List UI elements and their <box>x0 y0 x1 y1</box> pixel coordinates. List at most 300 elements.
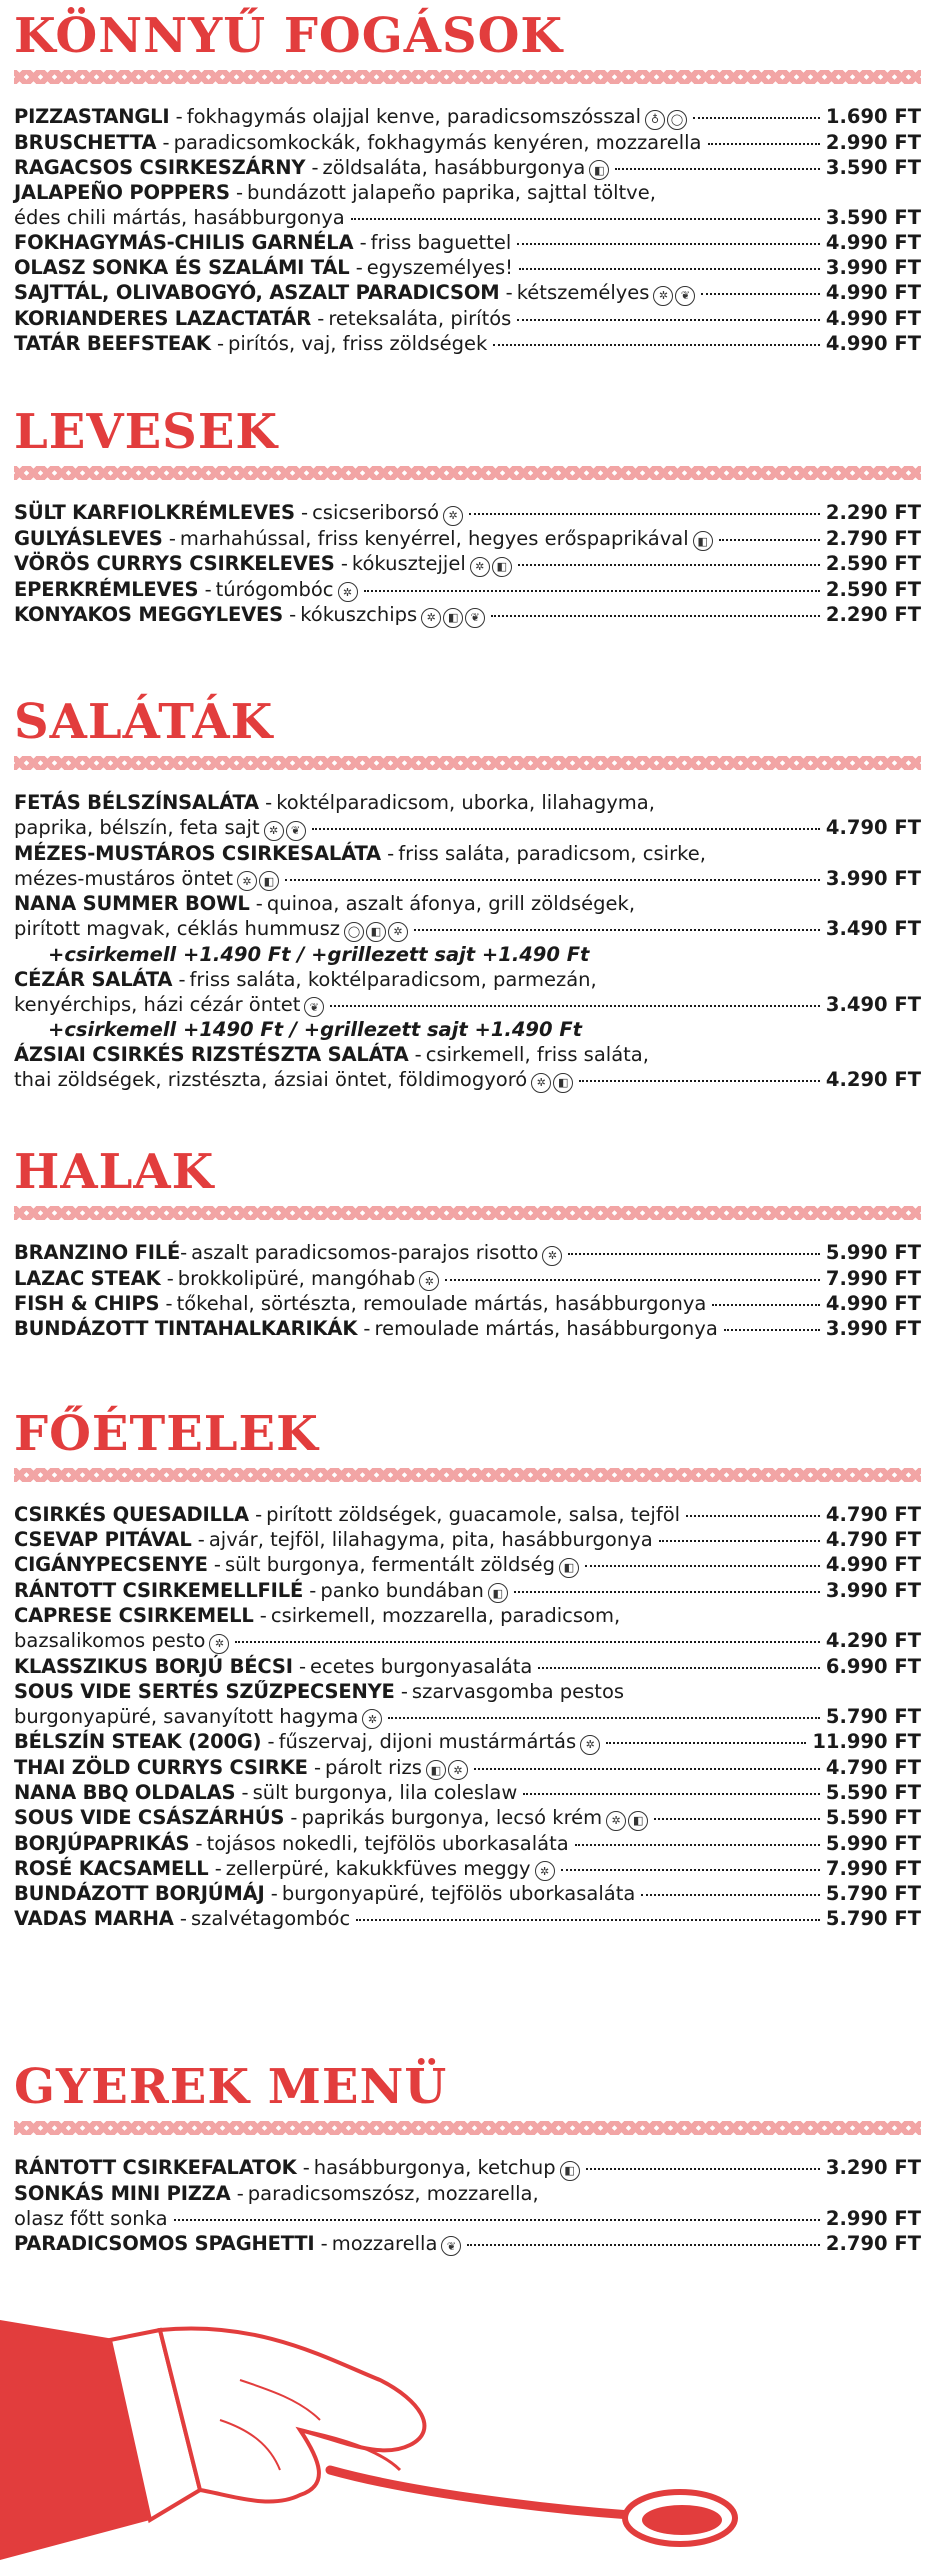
menu-item-price: 6.990 FT <box>825 1654 921 1678</box>
garlic-icon: ♁ <box>645 110 665 130</box>
dot-leader <box>330 1005 820 1007</box>
menu-item-list <box>14 500 921 628</box>
dot-leader <box>585 1565 820 1567</box>
menu-item-name: CÉZÁR SALÁTA <box>14 967 173 991</box>
dot-leader <box>388 1717 819 1719</box>
menu-item-line <box>14 1628 921 1654</box>
gluten-free-icon: ✲ <box>237 871 257 891</box>
menu-item-line <box>14 841 921 866</box>
allergen-icons <box>304 997 324 1017</box>
menu-item <box>14 1240 921 1266</box>
menu-item-price: 5.990 FT <box>825 1241 921 1264</box>
menu-item-price: 4.990 FT <box>825 1553 921 1576</box>
menu-item-description: quinoa, aszalt áfonya, grill zöldségek, <box>266 892 636 915</box>
name-separator: - <box>264 1882 278 1905</box>
menu-item-name: FISH & CHIPS <box>14 1292 160 1315</box>
dot-leader <box>654 1818 820 1820</box>
menu-item-description-cont: paprika, bélszín, feta sajt <box>14 816 260 839</box>
gluten-free-icon: ✲ <box>606 1811 626 1831</box>
milk-icon: ◧ <box>492 557 512 577</box>
dot-leader <box>518 564 820 566</box>
menu-item-line <box>14 1240 921 1266</box>
name-separator: - <box>292 1654 307 1678</box>
name-separator: - <box>305 155 319 179</box>
menu-item-description-cont: édes chili mártás, hasábburgonya <box>14 206 345 229</box>
name-separator: - <box>282 603 297 626</box>
allergen-icons <box>488 1583 508 1603</box>
menu-item <box>14 1881 921 1906</box>
menu-item-price: 3.990 FT <box>825 1317 921 1340</box>
menu-item-line <box>14 2181 921 2206</box>
name-separator: - <box>235 1781 249 1804</box>
menu-item-line <box>14 230 921 255</box>
dot-leader <box>491 615 820 617</box>
menu-item <box>14 1603 921 1654</box>
menu-item-name: SOUS VIDE SERTÉS SZŰZPECSENYE <box>14 1679 395 1703</box>
name-separator: - <box>159 1292 173 1315</box>
menu-item-price: 2.990 FT <box>825 2206 921 2230</box>
menu-item <box>14 1266 921 1292</box>
dot-leader <box>579 1080 820 1082</box>
menu-item-line <box>14 1502 921 1527</box>
menu-item-description-cont: pirított magvak, céklás hummusz <box>14 917 340 940</box>
menu-item-description: bundázott jalapeño paprika, sajttal töltve, <box>247 181 656 204</box>
menu-item-name: SÜLT KARFIOLKRÉMLEVES <box>14 501 295 524</box>
milk-icon: ◧ <box>559 1558 579 1578</box>
menu-item-price: 4.990 FT <box>825 1292 921 1315</box>
diamond-divider <box>14 2121 921 2135</box>
menu-item-line <box>14 155 921 181</box>
menu-item-list <box>14 790 921 1093</box>
menu-item-name: LAZAC STEAK <box>14 1266 161 1290</box>
menu-item-price: 2.590 FT <box>825 577 921 601</box>
dot-leader <box>641 1894 820 1896</box>
dot-leader <box>523 1793 820 1795</box>
menu-item-price: 5.790 FT <box>825 1882 921 1905</box>
menu-item-description: marhahússal, friss kenyérrel, hegyes erőspaprikával <box>179 526 689 550</box>
milk-icon: ◧ <box>259 871 279 891</box>
menu-item-price: 3.990 FT <box>825 256 921 279</box>
menu-item-name: PIZZASTANGLI <box>14 105 170 128</box>
allergen-icons <box>531 1073 573 1093</box>
menu-item-addons: +csirkemell +1.490 Ft / +grillezett sajt +1.490 Ft <box>48 942 590 966</box>
allergen-icons <box>560 2161 580 2181</box>
allergen-icons <box>426 1760 468 1780</box>
menu-item-line <box>14 1780 921 1805</box>
menu-item <box>14 1856 921 1882</box>
menu-item-description: csirkemell, friss saláta, <box>425 1043 649 1066</box>
allergen-icons <box>470 557 512 577</box>
menu-item-description: paradicsomszósz, mozzarella, <box>247 2181 539 2205</box>
milk-icon: ◧ <box>553 1073 573 1093</box>
menu-item-list <box>14 104 921 356</box>
menu-item-name: VÖRÖS CURRYS CSIRKELEVES <box>14 552 335 575</box>
section-title: HALAK <box>14 1144 215 1200</box>
egg-icon: ◯ <box>344 922 364 942</box>
menu-item-description: kókusztejjel <box>351 552 466 575</box>
menu-item-name: ROSÉ KACSAMELL <box>14 1856 209 1880</box>
allergen-icons <box>443 506 463 526</box>
menu-item-description: túrógombóc <box>215 577 334 601</box>
name-separator: - <box>180 1241 188 1264</box>
menu-item-description: friss saláta, paradicsom, csirke, <box>398 841 706 865</box>
menu-item-description: friss saláta, koktélparadicsom, parmezán, <box>189 967 597 991</box>
name-separator: - <box>208 1856 222 1880</box>
menu-item-price: 5.790 FT <box>825 1907 921 1930</box>
menu-item-name: KONYAKOS MEGGYLEVES <box>14 603 283 626</box>
menu-item-description: koktélparadicsom, uborka, lilahagyma, <box>276 791 655 814</box>
name-separator: - <box>408 1043 422 1066</box>
allergen-icons <box>535 1861 555 1881</box>
menu-item-description: szarvasgomba pestos <box>411 1679 625 1703</box>
name-separator: - <box>311 306 325 330</box>
menu-item <box>14 891 921 967</box>
allergen-icons <box>606 1811 648 1831</box>
name-separator: - <box>334 552 348 575</box>
menu-section <box>0 1406 935 1931</box>
dot-leader <box>356 1919 820 1921</box>
menu-item <box>14 1805 921 1831</box>
dot-leader <box>235 1641 819 1643</box>
gluten-free-icon: ✲ <box>470 557 490 577</box>
menu-item <box>14 2181 921 2231</box>
menu-item-price: 2.590 FT <box>825 552 921 575</box>
name-separator: - <box>499 281 513 304</box>
menu-item-line <box>14 577 921 603</box>
menu-item-description: zöldsaláta, hasábburgonya <box>322 155 586 179</box>
milk-icon: ◧ <box>589 160 609 180</box>
menu-item-description: aszalt paradicsomos-parajos risotto <box>191 1241 539 1264</box>
menu-item-name: OLASZ SONKA ÉS SZALÁMI TÁL <box>14 256 350 279</box>
menu-item-line <box>14 1067 921 1093</box>
menu-item-price: 5.590 FT <box>825 1781 921 1804</box>
menu-item-price: 4.290 FT <box>825 1068 921 1091</box>
menu-item-name: JALAPEÑO POPPERS <box>14 181 230 204</box>
menu-item-price: 4.790 FT <box>825 1503 921 1526</box>
allergen-icons <box>237 871 279 891</box>
menu-item-line <box>14 602 921 628</box>
dot-leader <box>514 1591 820 1593</box>
milk-icon: ◧ <box>366 922 386 942</box>
menu-item-line <box>14 992 921 1018</box>
menu-item-line <box>14 130 921 155</box>
menu-item-name: EPERKRÉMLEVES <box>14 577 199 601</box>
menu-item-description: fűszervaj, dijoni mustármártás <box>278 1730 577 1753</box>
menu-item <box>14 2231 921 2257</box>
allergen-icons <box>338 582 358 602</box>
dot-leader <box>606 1742 806 1744</box>
milk-icon: ◧ <box>693 531 713 551</box>
menu-item-description-cont: burgonyapüré, savanyított hagyma <box>14 1704 359 1728</box>
menu-item-list <box>14 1240 921 1341</box>
menu-item-line <box>14 205 921 230</box>
menu-item-price: 3.490 FT <box>825 992 921 1016</box>
menu-item-description: ecetes burgonyasaláta <box>310 1654 533 1678</box>
section-title: SALÁTÁK <box>14 694 274 750</box>
menu-item-price: 7.990 FT <box>825 1856 921 1880</box>
menu-item-line <box>14 1654 921 1679</box>
gluten-free-icon: ✲ <box>653 286 673 306</box>
menu-item-price: 3.590 FT <box>825 155 921 179</box>
menu-item-description: kétszemélyes <box>516 281 650 304</box>
name-separator: - <box>173 1907 187 1930</box>
menu-item-name: BRUSCHETTA <box>14 130 157 154</box>
allergen-icons <box>693 531 713 551</box>
name-separator: - <box>303 1578 317 1602</box>
section-title: KÖNNYŰ FOGÁSOK <box>14 8 564 64</box>
name-separator: - <box>294 501 309 524</box>
menu-item-description: pirított zöldségek, guacamole, salsa, tejföl <box>266 1503 681 1526</box>
menu-item <box>14 967 921 1043</box>
dot-leader <box>719 539 820 541</box>
menu-item-line <box>14 1906 921 1931</box>
dot-leader <box>615 168 820 170</box>
menu-item-line <box>14 1704 921 1730</box>
name-separator: - <box>198 577 212 601</box>
menu-item-line <box>14 1603 921 1628</box>
gluten-free-icon: ✲ <box>419 1271 439 1291</box>
name-separator: - <box>284 1806 298 1829</box>
section-title: FŐÉTELEK <box>14 1406 319 1462</box>
dot-leader <box>575 1844 820 1846</box>
name-separator: - <box>210 331 224 355</box>
menu-item-price: 2.790 FT <box>825 526 921 550</box>
name-separator: - <box>307 1755 322 1779</box>
menu-item-description: paradicsomkockák, fokhagymás kenyéren, mozzarella <box>173 130 702 154</box>
menu-item <box>14 130 921 155</box>
menu-item-line <box>14 526 921 552</box>
menu-item-line <box>14 551 921 577</box>
menu-item-line <box>14 1291 921 1316</box>
menu-item-name: SAJTTÁL, OLIVABOGYÓ, ASZALT PARADICSOM <box>14 281 500 304</box>
menu-item-addons: +csirkemell +1490 Ft / +grillezett sajt +1.490 Ft <box>48 1018 582 1041</box>
dot-leader <box>493 344 820 346</box>
menu-item-name: BORJÚPAPRIKÁS <box>14 1831 190 1855</box>
menu-item-name: NANA SUMMER BOWL <box>14 892 250 915</box>
diamond-divider <box>14 466 921 480</box>
allergen-icons <box>441 2236 461 2256</box>
leaf-icon: ❦ <box>441 2236 461 2256</box>
gluten-free-icon: ✲ <box>338 582 358 602</box>
menu-item-description: remoulade mártás, hasábburgonya <box>374 1317 718 1340</box>
name-separator: - <box>162 526 176 550</box>
name-separator: - <box>349 256 363 279</box>
dot-leader <box>708 143 820 145</box>
menu-item-price: 4.990 FT <box>825 231 921 254</box>
milk-icon: ◧ <box>426 1760 446 1780</box>
menu-item-line <box>14 1578 921 1604</box>
menu-item-name: RAGACSOS CSIRKESZÁRNY <box>14 155 306 179</box>
name-separator: - <box>249 892 263 915</box>
name-separator: - <box>191 1528 205 1551</box>
name-separator: - <box>314 2231 328 2255</box>
menu-item <box>14 602 921 628</box>
name-separator: - <box>296 2156 310 2179</box>
menu-item-description: zellerpüré, kakukkfüves meggy <box>225 1856 531 1880</box>
menu-item-line <box>14 1729 921 1755</box>
menu-item-price: 2.990 FT <box>825 130 921 154</box>
diamond-divider <box>14 1206 921 1220</box>
leaf-icon: ❦ <box>465 608 485 628</box>
dot-leader <box>724 1329 820 1331</box>
menu-item <box>14 155 921 181</box>
menu-item-line <box>14 1856 921 1882</box>
menu-item-name: NANA BBQ OLDALAS <box>14 1781 236 1804</box>
menu-item-price: 4.990 FT <box>825 306 921 330</box>
menu-item-description: fokhagymás olajjal kenve, paradicsomszósszal <box>186 105 642 128</box>
menu-item <box>14 255 921 280</box>
menu-item <box>14 526 921 552</box>
menu-section <box>0 8 935 356</box>
milk-icon: ◧ <box>488 1583 508 1603</box>
dot-leader <box>586 2168 820 2170</box>
menu-item-line <box>14 280 921 306</box>
menu-item-description-cont: mézes-mustáros öntet <box>14 866 233 890</box>
menu-item-name: CAPRESE CSIRKEMELL <box>14 1604 254 1627</box>
dot-leader <box>561 1869 820 1871</box>
dot-leader <box>517 243 820 245</box>
dot-leader <box>659 1540 820 1542</box>
allergen-icons <box>362 1709 382 1729</box>
menu-section <box>0 1144 935 1341</box>
menu-item-name: PARADICSOMOS SPAGHETTI <box>14 2231 315 2255</box>
name-separator: - <box>261 1730 275 1753</box>
milk-icon: ◧ <box>560 2161 580 2181</box>
menu-item-name: KORIANDERES LAZACTATÁR <box>14 306 312 330</box>
menu-item <box>14 180 921 230</box>
dot-leader <box>351 218 820 220</box>
menu-item-description: reteksaláta, pirítós <box>328 306 512 330</box>
dot-leader <box>701 293 819 295</box>
menu-item-name: GULYÁSLEVES <box>14 526 163 550</box>
dot-leader <box>517 319 820 321</box>
menu-item-name: FETÁS BÉLSZÍNSALÁTA <box>14 791 259 814</box>
menu-item-name: SONKÁS MINI PIZZA <box>14 2181 231 2205</box>
name-separator: - <box>160 1266 174 1290</box>
leaf-icon: ❦ <box>304 997 324 1017</box>
menu-item <box>14 1906 921 1931</box>
menu-item-name: FOKHAGYMÁS-CHILIS GARNÉLA <box>14 231 354 254</box>
menu-item-description: kókuszchips <box>300 603 418 626</box>
menu-section <box>0 404 935 628</box>
menu-item-line <box>14 306 921 331</box>
menu-item-line <box>14 2206 921 2231</box>
dot-leader <box>467 2244 819 2246</box>
menu-item <box>14 2155 921 2181</box>
allergen-icons <box>653 286 695 306</box>
menu-item <box>14 1679 921 1730</box>
section-title: GYEREK MENÜ <box>14 2059 448 2115</box>
diamond-divider <box>14 756 921 770</box>
menu-item-price: 11.990 FT <box>812 1730 921 1753</box>
allergen-icons <box>645 110 687 130</box>
menu-item <box>14 551 921 577</box>
egg-icon: ◯ <box>667 110 687 130</box>
menu-item-price: 3.990 FT <box>825 1578 921 1602</box>
menu-item-price: 4.790 FT <box>825 1755 921 1779</box>
gluten-free-icon: ✲ <box>362 1709 382 1729</box>
menu-item-price: 4.290 FT <box>825 1629 921 1652</box>
allergen-icons <box>559 1558 579 1578</box>
menu-item-name: RÁNTOTT CSIRKEFALATOK <box>14 2156 297 2179</box>
menu-item-name: BUNDÁZOTT TINTAHALKARIKÁK <box>14 1317 358 1340</box>
menu-item <box>14 1831 921 1856</box>
menu-item-description: tojásos nokedli, tejfölös uborkasaláta <box>206 1831 569 1855</box>
menu-item-name: THAI ZÖLD CURRYS CSIRKE <box>14 1755 308 1779</box>
gluten-free-icon: ✲ <box>448 1760 468 1780</box>
menu-item-price: 2.290 FT <box>825 501 921 524</box>
dot-leader <box>712 1304 820 1306</box>
menu-item-description: panko bundában <box>320 1578 484 1602</box>
gluten-free-icon: ✲ <box>209 1634 229 1654</box>
menu-item-description-cont: bazsalikomos pesto <box>14 1629 206 1652</box>
dot-leader <box>445 1279 820 1281</box>
menu-item-description-cont: olasz főtt sonka <box>14 2206 168 2230</box>
hand-holding-spoon-illustration <box>0 2320 935 2560</box>
allergen-icons <box>264 821 306 841</box>
name-separator: - <box>258 791 273 814</box>
leaf-icon: ❦ <box>286 821 306 841</box>
menu-item-price: 2.290 FT <box>825 603 921 626</box>
menu-item <box>14 500 921 526</box>
name-separator: - <box>229 181 244 204</box>
menu-item-description: sült burgonya, lila coleslaw <box>252 1781 518 1804</box>
menu-item-line <box>14 967 921 992</box>
menu-item-line <box>14 790 921 815</box>
gluten-free-icon: ✲ <box>542 1246 562 1266</box>
dot-leader <box>693 117 820 119</box>
menu-item <box>14 841 921 892</box>
menu-item <box>14 1042 921 1093</box>
menu-item-description: sült burgonya, fermentált zöldség <box>224 1553 555 1576</box>
menu-item-price: 3.290 FT <box>825 2156 921 2179</box>
dot-leader <box>312 828 820 830</box>
menu-item-list <box>14 1502 921 1931</box>
menu-item-description: csirkemell, mozzarella, paradicsom, <box>270 1604 621 1627</box>
allergen-icons <box>589 160 609 180</box>
menu-item-line <box>14 1527 921 1552</box>
menu-item-description: brokkolipüré, mangóhab <box>177 1266 416 1290</box>
dot-leader <box>474 1768 820 1770</box>
menu-item <box>14 577 921 603</box>
allergen-icons <box>344 922 408 942</box>
menu-item-name: ÁZSIAI CSIRKÉS RIZSTÉSZTA SALÁTA <box>14 1043 409 1066</box>
menu-item-line <box>14 1755 921 1781</box>
menu-item-name: TATÁR BEEFSTEAK <box>14 331 211 355</box>
allergen-icons <box>580 1735 600 1755</box>
milk-icon: ◧ <box>443 608 463 628</box>
name-separator: - <box>172 967 186 991</box>
dot-leader <box>469 513 820 515</box>
menu-item-price: 4.790 FT <box>825 816 921 839</box>
menu-item-price: 5.590 FT <box>825 1806 921 1829</box>
menu-item-name: CIGÁNYPECSENYE <box>14 1553 208 1576</box>
menu-item-name: SOUS VIDE CSÁSZÁRHÚS <box>14 1806 285 1829</box>
gluten-free-icon: ✲ <box>531 1073 551 1093</box>
menu-item-name: BUNDÁZOTT BORJÚMÁJ <box>14 1882 265 1905</box>
dot-leader <box>538 1667 820 1669</box>
menu-item-line <box>14 180 921 205</box>
menu-item-line <box>14 815 921 841</box>
name-separator: - <box>248 1503 263 1526</box>
allergen-icons <box>419 1271 439 1291</box>
allergen-icons <box>209 1634 229 1654</box>
menu-item-description: friss baguettel <box>370 231 512 254</box>
menu-item <box>14 790 921 841</box>
menu-item-price: 1.690 FT <box>825 105 921 128</box>
menu-item-line <box>14 891 921 916</box>
name-separator: - <box>394 1679 408 1703</box>
